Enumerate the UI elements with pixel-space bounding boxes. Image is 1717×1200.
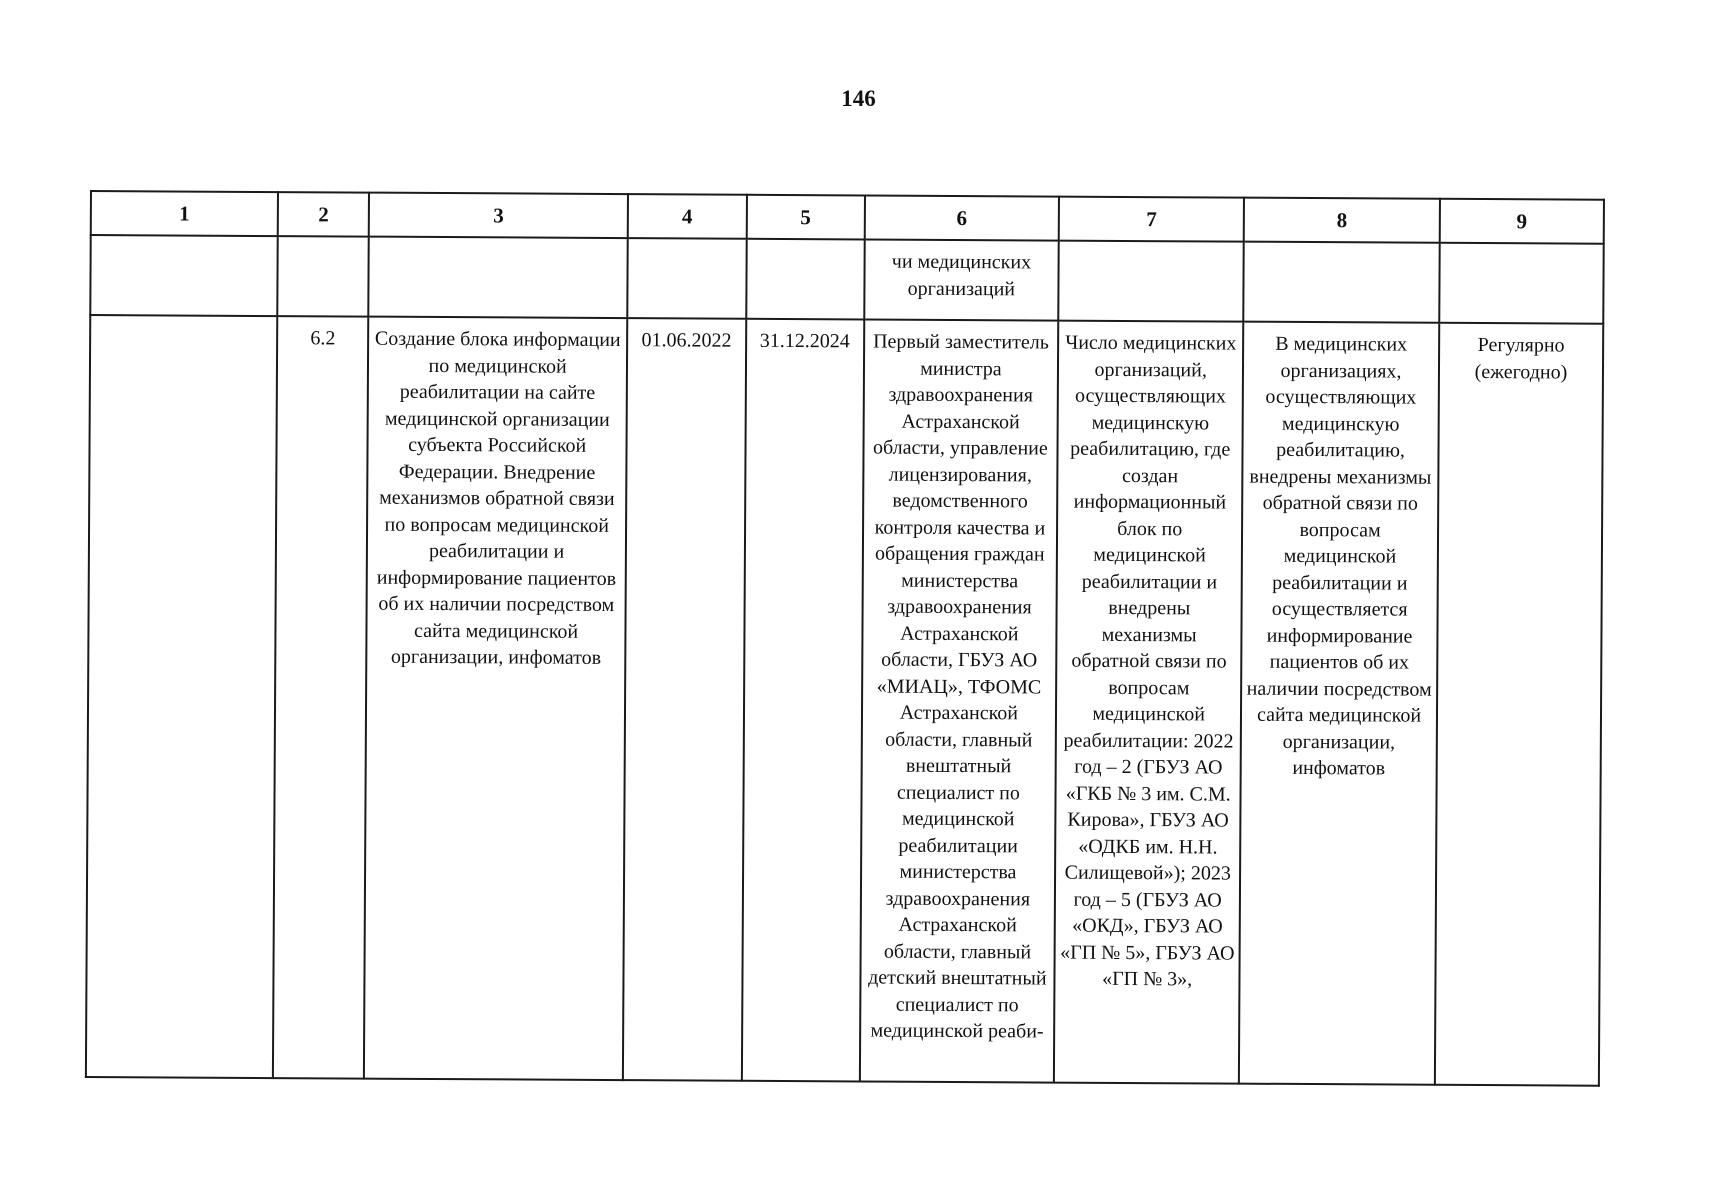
header-col-3: 3 [369,193,628,238]
row-indicator: Число медицинских организаций, осуществляющих медицинскую реабилитацию, где создан информационный блок по медицинской реабилитации и внедрены механизмы обратной связи по вопросам медицинской реабилитации: 2022 год – 2 (ГБУЗ АО «ГКБ № 3 им. С.М. Кирова», ГБУЗ АО «ОДКБ им. Н.Н. Силищевой»); 2023 год – 5 (ГБУЗ АО «ОКД», ГБУЗ АО «ГП № 5», ГБУЗ АО «ГП № 3», [1054,321,1243,1084]
continuation-cell-3 [369,237,628,318]
row-frequency: Регулярно (ежегодно) [1435,323,1603,1086]
continuation-cell-7 [1059,241,1244,322]
header-col-1: 1 [91,191,278,236]
row-responsible: Первый заместитель министра здравоохранения Астраханской области, управление лицензирования, ведомственного контроля качества и обращения граждан министерства здравоохранения Астраханской области, ГБУЗ АО «МИАЦ», ТФОМС Астраханской области, главный внештатный специалист по медицинской реабилитации министерства здравоохранения Астраханской области, главный детский внештатный специалист по медицинской реаби- [859,319,1058,1082]
table-row [86,315,1603,1086]
continuation-cell-4 [627,238,746,319]
continuation-cell-1 [90,235,278,316]
row-end-date: 31.12.2024 [742,319,864,1082]
continuation-cell-9 [1439,243,1603,324]
header-col-8: 8 [1244,198,1440,243]
continuation-cell-2 [277,236,369,317]
header-col-6: 6 [864,195,1059,240]
header-col-4: 4 [628,194,747,239]
continuation-responsible: чи медицинских организаций [864,239,1059,320]
row-result: В медицинских организациях, осуществляющих медицинскую реабилитацию, внедрены механизмы обратной связи по вопросам медицинской реабилитации и осуществляется информирование пациентов об их наличии посредством сайта медицинской организации, инфоматов [1239,322,1439,1085]
continuation-cell-8 [1243,242,1439,323]
continuation-cell-5 [746,239,864,320]
header-col-9: 9 [1440,199,1604,244]
row-col-1 [86,315,277,1078]
header-col-7: 7 [1059,197,1244,242]
measures-table-container [85,190,1605,1087]
row-description: Создание блока информации по медицинской реабилитации на сайте медицинской организации субъекта Российской Федерации. Внедрение механизмов обратной связи по вопросам медицинской реабилитации и информирование пациентов об их наличии посредством сайта медицинской организации, инфоматов [364,317,627,1080]
header-col-5: 5 [747,195,865,240]
page-number: 146 [841,86,876,111]
row-number: 6.2 [273,316,369,1079]
continuation-row [90,235,1603,324]
row-start-date: 01.06.2022 [623,318,746,1081]
measures-table [85,190,1605,1087]
header-col-2: 2 [278,192,370,237]
